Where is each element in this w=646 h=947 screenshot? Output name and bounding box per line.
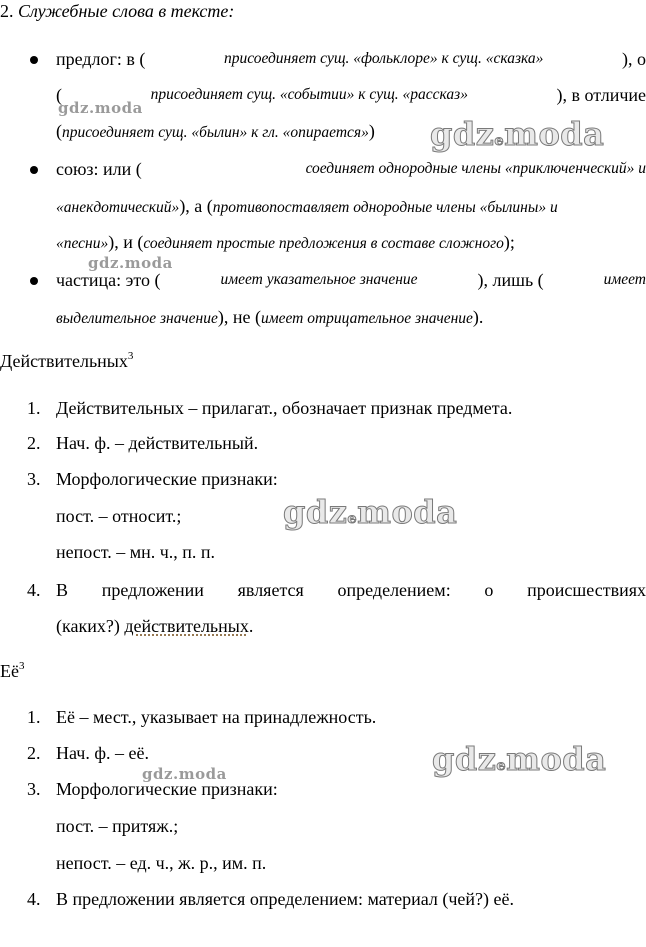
- text-run-italic: соединяет простые предложения в составе сложного: [143, 235, 504, 252]
- bullet-1-line-1: [56, 48, 646, 70]
- item-text: Нач. ф. – её.: [56, 743, 149, 763]
- text-run: ), лишь (: [477, 270, 544, 290]
- text-run-italic: противопоставляет однородные члены «былины» и: [212, 199, 558, 216]
- item-text: Её – мест., указывает на принадлежность.: [56, 707, 377, 727]
- text-run-italic: «анекдотический»: [56, 199, 180, 216]
- text-run: .: [248, 616, 254, 636]
- item-number: 2.: [27, 433, 41, 453]
- section-title: Служебные слова в тексте:: [18, 1, 235, 21]
- item-text: непост. – ед. ч., ж. р., им. п.: [56, 853, 267, 873]
- word-title: Её: [0, 661, 19, 681]
- word-heading-1: [0, 350, 133, 372]
- text-run-italic: выделительное значение: [56, 310, 218, 327]
- highlighted-word: действительных: [124, 616, 249, 636]
- watermark-text: moda: [504, 115, 605, 153]
- bullet-dot: [30, 56, 38, 64]
- section-number: 2.: [0, 1, 14, 21]
- item-number: 3.: [27, 469, 41, 489]
- word-title: Действительных: [0, 351, 128, 371]
- text-run-italic: соединяет однородные члены «приключенческий» и: [305, 160, 646, 177]
- item-text: непост. – мн. ч., п. п.: [56, 542, 216, 562]
- text-run-italic: имеет отрицательное значение: [260, 310, 473, 327]
- item-text: Нач. ф. – действительный.: [56, 433, 259, 453]
- text-run: ), а (: [179, 196, 213, 216]
- item-text: пост. – притяж.;: [56, 816, 179, 836]
- watermark-text: moda: [357, 493, 458, 531]
- watermark-small: gdz.moda: [88, 254, 173, 272]
- item-number: 4.: [27, 889, 41, 909]
- watermark-text: moda: [506, 740, 607, 778]
- text-run: союз: или (: [56, 159, 142, 179]
- watermark-dot: e: [496, 757, 507, 774]
- bullet-3-line-1: [56, 269, 646, 291]
- item-number: 3.: [27, 779, 41, 799]
- item-number: 1.: [27, 707, 41, 727]
- watermark-logo: [430, 115, 604, 153]
- text-run-italic: «песни»: [56, 235, 109, 252]
- text-run-italic: присоединяет сущ. «былин» к гл. «опирается»: [62, 124, 369, 141]
- watermark-text: gdz: [283, 493, 348, 531]
- text-run: частица: это (: [56, 270, 161, 290]
- text-run-italic: имеет указательное значение: [220, 271, 418, 288]
- bullet-2-line-3: [56, 231, 515, 255]
- watermark-dot: e: [347, 510, 358, 527]
- text-run-italic: имеет: [603, 271, 646, 288]
- text-run: ), о: [621, 49, 646, 69]
- bullet-3-line-2: [56, 306, 483, 330]
- item-text: [56, 615, 253, 637]
- bullet-2-line-1: [56, 158, 646, 180]
- item-text: В предложении является определением: материал (чей?) её.: [56, 889, 515, 909]
- bullet-1-line-2: [56, 84, 646, 106]
- text-run: предлог: в (: [56, 49, 146, 69]
- item-text: Морфологические признаки:: [56, 469, 278, 489]
- bullet-dot: [30, 277, 38, 285]
- footnote-mark: 3: [18, 660, 25, 672]
- text-run: (: [56, 85, 62, 105]
- item-text: В предложении является определением: о происшествиях: [56, 580, 646, 600]
- text-run: (каких?): [56, 616, 125, 636]
- text-run: ), и (: [108, 232, 144, 252]
- watermark-small: gdz.moda: [58, 99, 143, 117]
- text-run: ), не (: [217, 307, 261, 327]
- bullet-1-line-3: [56, 120, 375, 144]
- text-run: ).: [472, 307, 484, 327]
- watermark-text: gdz: [432, 740, 497, 778]
- watermark-dot: e: [494, 132, 505, 149]
- watermark-small: gdz.moda: [142, 765, 227, 783]
- item-text: пост. – относит.;: [56, 506, 182, 526]
- item-text: Действительных – прилагат., обозначает признак предмета.: [56, 398, 513, 418]
- text-run-italic: присоединяет сущ. «событии» к сущ. «рассказ»: [150, 86, 468, 103]
- text-run: ), в отличие: [556, 85, 646, 105]
- text-run: );: [503, 232, 515, 252]
- watermark-logo: [432, 740, 606, 778]
- watermark-logo: [283, 493, 457, 531]
- item-number: 1.: [27, 398, 41, 418]
- text-run: ): [368, 121, 375, 141]
- footnote-mark: 3: [127, 350, 134, 362]
- item-number: 2.: [27, 743, 41, 763]
- bullet-dot: [30, 166, 38, 174]
- section-heading: [0, 0, 234, 22]
- item-number: 4.: [27, 580, 41, 600]
- item-text: Морфологические признаки:: [56, 779, 278, 799]
- text-run-italic: присоединяет сущ. «фольклоре» к сущ. «сказка»: [223, 50, 544, 67]
- text-run: (: [56, 121, 62, 141]
- word-heading-2: [0, 660, 24, 682]
- watermark-text: gdz: [430, 115, 495, 153]
- bullet-2-line-2: [56, 195, 558, 219]
